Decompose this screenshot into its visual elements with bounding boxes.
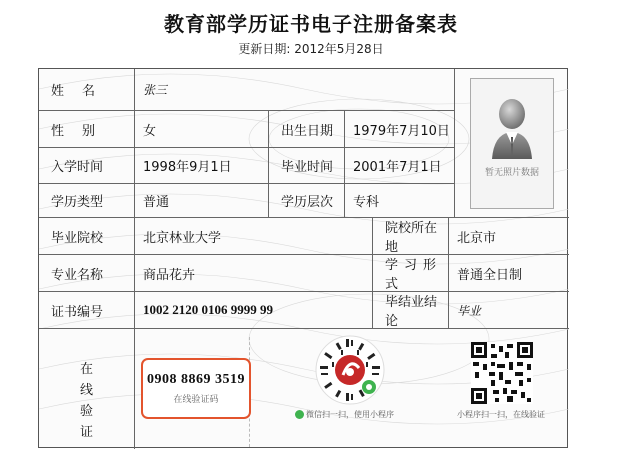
major-label: 专业名称 <box>39 255 135 292</box>
update-date <box>0 40 622 57</box>
page-title: 教育部学历证书电子注册备案表 <box>164 12 458 36</box>
edu-level-label: 学历层次 <box>269 184 345 218</box>
birth-value: 1979年7月10日 <box>345 111 455 148</box>
mini-program-code-icon <box>315 335 385 405</box>
cert-no-label: 证书编号 <box>39 292 135 329</box>
enroll-value: 1998年9月1日 <box>135 148 269 184</box>
school-label: 毕业院校 <box>39 218 135 255</box>
cert-no-value: 1002 2120 0106 9999 99 <box>135 292 373 329</box>
edu-type-value: 普通 <box>135 184 269 218</box>
registration-form <box>38 68 568 448</box>
verify-char-4: 证 <box>79 425 93 440</box>
name-value: 张三 <box>135 69 455 111</box>
wechat-caption-text: 微信扫一扫，使用小程序 <box>306 410 394 419</box>
school-value: 北京林业大学 <box>135 218 373 255</box>
graduate-label: 毕业时间 <box>269 148 345 184</box>
wechat-mini-program-code[interactable] <box>315 335 385 409</box>
qr-caption: 小程序扫一扫，在线验证 <box>457 410 545 419</box>
name-label: 姓名 <box>51 84 114 99</box>
birth-label: 出生日期 <box>269 111 345 148</box>
photo-caption: 暂无照片数据 <box>484 167 539 178</box>
qr-code-icon <box>471 342 533 404</box>
conclusion-value: 毕业 <box>449 292 569 329</box>
verify-char-1: 在 <box>79 362 93 377</box>
edu-level-value: 专科 <box>345 184 455 218</box>
update-date-label: 更新日期: <box>238 42 291 56</box>
wechat-icon <box>295 410 304 419</box>
verify-char-3: 验 <box>79 404 93 419</box>
gender-value: 女 <box>135 111 269 148</box>
verify-code: 0908 8869 3519 <box>147 372 245 387</box>
photo-placeholder <box>470 78 554 209</box>
conclusion-label: 毕结业结论 <box>373 292 449 329</box>
edu-type-label: 学历类型 <box>39 184 135 218</box>
wechat-caption <box>295 409 394 420</box>
person-icon <box>490 97 534 161</box>
gender-label: 性别 <box>51 123 114 139</box>
form-value: 普通全日制 <box>449 255 569 292</box>
verify-char-2: 线 <box>79 383 93 398</box>
photo-cell <box>455 69 569 218</box>
update-date-value: 2012年5月28日 <box>294 42 384 56</box>
verify-code-box[interactable] <box>141 358 251 419</box>
location-label: 院校所在地 <box>373 218 449 255</box>
verify-label <box>39 329 135 449</box>
major-value: 商品花卉 <box>135 255 373 292</box>
enroll-label: 入学时间 <box>39 148 135 184</box>
graduate-value: 2001年7月1日 <box>345 148 455 184</box>
location-value: 北京市 <box>449 218 569 255</box>
verify-qr-code[interactable] <box>471 342 533 408</box>
form-label: 学习形式 <box>385 258 443 292</box>
verify-code-caption: 在线验证码 <box>173 395 219 405</box>
